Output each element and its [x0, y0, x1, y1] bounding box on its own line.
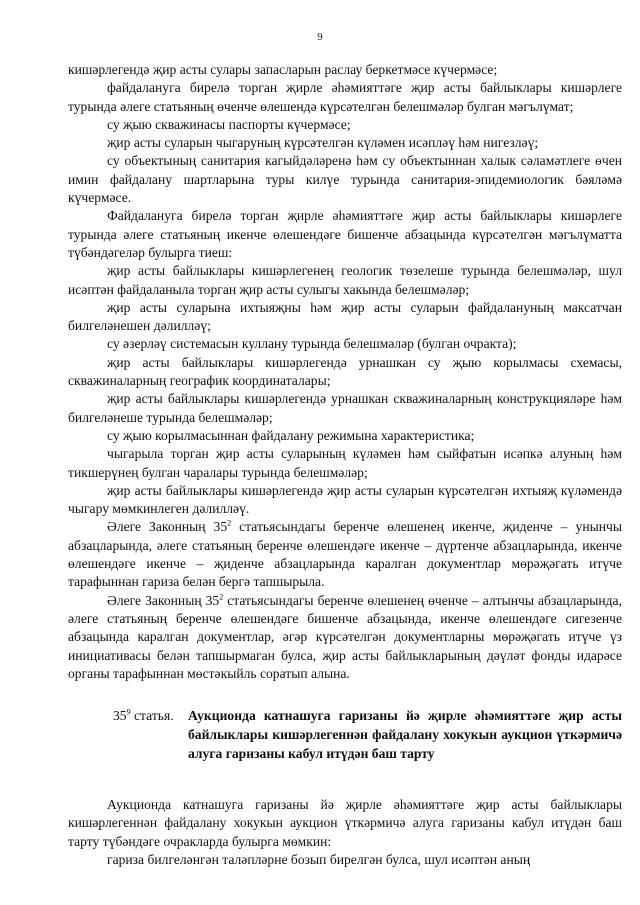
paragraph: су җыю скважинасы паспорты күчермәсе; [107, 116, 351, 132]
paragraph: җир асты байлыклары кишәрлегендә урнашкан скважиналарның конструкцияләре һәм билгеләнеше турында белешмәләр; [68, 391, 622, 425]
paragraph-text: статьясындагы беренче өлешенең өченче – алтынчы абзацларында, әлеге статьяның беренче өлешендәге бишенче абзацында, икенче өлешендәге сигезенче абзацында каралган документлар, әгәр күрсәтелгән документларны мөрәҗәгать итүче үз инициативасы белән тапшырмаган булса, җир асты байлыкларының дәүләт фонды идарәсе органы тарафыннан мөстәкыйль соратып алына. [68, 592, 622, 681]
article-superscript: 2 [219, 592, 224, 602]
paragraph: гариза билгеләнгән таләпләрне бозып бирелгән булса, шул исәптән аның [107, 851, 531, 867]
article-number: $35^9$ статья. [113, 707, 174, 723]
paragraph-law-reference [68, 518, 622, 591]
paragraph-text: Әлеге Законның 35 [107, 519, 228, 535]
paragraph: җир асты байлыклары кишәрлегендә җир асты суларын күрсәтелгән ихтыяҗ күләмендә чыгару мөмкинлеген дәлилләү. [68, 482, 622, 517]
paragraph: җир асты байлыклары кишәрлегендә урнашкан су җыю корылмасы схемасы, скважиналарның географик координаталары; [68, 354, 622, 389]
paragraph: файдалануга бирелә торган җирле әһәмияттәге җир асты байлыклары кишәрлеге турында әлеге статьяның өченче өлешендә күрсәтелгән белешмәләр булган мәгълүмат; [68, 80, 622, 114]
article-heading [113, 706, 622, 763]
article-superscript: 9 [126, 707, 131, 717]
paragraph-law-reference [68, 592, 622, 683]
paragraph-text: статьясындагы беренче өлешенең икенче, җиденче – унынчы абзацларында, әлеге статьяның беренче өлешендәге икенче – дүртенче абзацларында, икенче өлешендәге икенче – җиденче абзацларында каралган документлар мөрәҗәгать итүче тарафыннан гариза белән бергә тапшырыла. [68, 519, 622, 590]
paragraph: җир асты суларын чыгаруның күрсәтелгән күләмен исәпләү һәм нигезләү; [107, 135, 539, 151]
paragraph: су объектының санитария кагыйдәләренә һәм су объектыннан халык сәламәтлеге өчен имин файдалану шартларына туры килүе турында санитария-эпидемиологик бәяләмә күчермәсе. [68, 153, 622, 206]
article-superscript: 2 [227, 518, 232, 528]
article-body [68, 796, 622, 869]
document-body [68, 61, 622, 683]
paragraph-text: Әлеге Законның 35 [107, 592, 220, 608]
paragraph: җир асты байлыклары кишәрлегенең геологик төзелеше турында белешмәләр, шул исәптән файдаланыла торган җир асты сулыгы хакында белешмәләр; [68, 263, 622, 297]
paragraph: җир асты суларына ихтыяҗны һәм җир асты суларын файдалануның максатчан билгеләнешен дәлилләү; [68, 299, 622, 334]
article-title: Аукционда катнашуга гаризаны йә җирле әһәмияттәге җир асты байлыклары кишәрлегеннән файдалану хокукын аукцион үткәрмичә алуга гаризаны кабул итүдән баш тарту [188, 708, 622, 761]
paragraph: Аукционда катнашуга гаризаны йә җирле әһәмияттәге җир асты байлыклары кишәрлегеннән файдалану хокукын аукцион үткәрмичә алуга гаризаны кабул итүдән баш тарту түбәндәге очракларда булырга мөмкин: [68, 797, 622, 849]
paragraph: су әзерләү системасын куллану турында белешмәләр (булган очракта); [107, 336, 517, 352]
paragraph: кишәрлегендә җир асты сулары запасларын раслау беркетмәсе күчермәсе; [68, 62, 498, 77]
page-number: 9 [317, 31, 323, 43]
paragraph: су җыю корылмасыннан файдалану режимына характеристика; [107, 427, 475, 443]
paragraph: Файдалануга бирелә торган җирле әһәмияттәге җир асты байлыклары кишәрлеге турында әлеге статьяның икенче өлешендәге бишенче абзацында күрсәтелгән мәгълүматта түбәндәгеләр булырга тиеш: [68, 208, 622, 260]
paragraph: чыгарыла торган җир асты суларының күләмен һәм сыйфатын исәпкә алуның һәм тикшерүнең булган чаралары турында белешмәләр; [68, 446, 622, 480]
